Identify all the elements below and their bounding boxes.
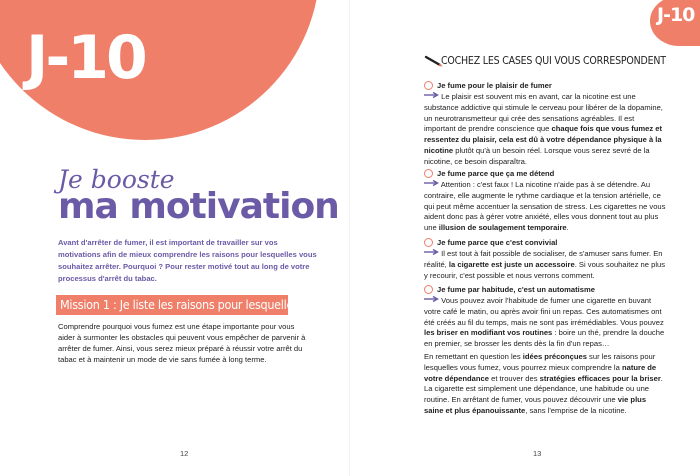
checklist-item-label: Je fume parce que c'est convivial — [437, 238, 558, 247]
checklist-item[interactable] — [424, 168, 666, 234]
emphasis-text: stratégies efficaces pour la briser — [539, 373, 661, 383]
checkbox-circle[interactable] — [424, 238, 433, 247]
checklist-item[interactable] — [424, 284, 666, 350]
checklist-item-text — [424, 92, 666, 168]
checklist-item[interactable] — [424, 80, 666, 168]
arrow-right-icon — [424, 180, 439, 186]
text-run: sur les raisons pour lesquelles vous fumez, vous pourrez mieux comprendre la — [424, 352, 656, 372]
page-title: ma motivation — [58, 186, 339, 227]
checklist-item-label: Je fume par habitude, c'est un automatisme — [437, 285, 595, 294]
text-run: En remettant en question les — [424, 352, 523, 361]
text-run: . La cigarette est simplement une dépendance, une habitude ou une routine. En arrêtant de fumer, vous pouvez découvrir une — [424, 373, 663, 405]
day-badge-small: J-10 — [657, 4, 695, 26]
intro-paragraph: Avant d'arrêter de fumer, il est important de travailler sur vos motivations afin de mieux comprendre les raisons pour lesquelles vous souhaitez arrêter. Pourquoi ? Pour rester motivé tout au long de votre processus d'arrêt du tabac. — [58, 238, 317, 283]
checkbox-circle[interactable] — [424, 169, 433, 178]
day-badge-large: J-10 — [26, 23, 145, 93]
text-run: plutôt qu'à un besoin réel. Lorsque vous serez sevré de la nicotine, ce besoin disparaîtra. — [424, 145, 650, 166]
checklist-item-label: Je fume parce que ça me détend — [437, 169, 555, 178]
text-run: : boire un thé, prendre la douche en premier, se brosser les dents dès la fin d'un repas… — [424, 328, 665, 349]
script-title: Je booste — [58, 165, 175, 194]
text-run: Attention : c'est faux ! La nicotine n'aide pas à se détendre. Au contraire, elle augmente le rythme cardiaque et la tension artérielle, ce qui peut même accentuer la sensation de stress. Les cigarettes ne vous aident donc pas à gérer votre anxiété, elles vous donnent tout au plus une — [424, 180, 666, 233]
body-paragraph: Comprendre pourquoi vous fumez est une étape importante pour vous aider à surmonter les obstacles qui peuvent vous empêcher de parvenir à arrêter de fumer. Ainsi, vous serez mieux préparé à réussir votre arrêt du tabac et à maintenir un mode de vie sans fumée à long terme. — [58, 322, 306, 364]
checkbox-circle[interactable] — [424, 81, 433, 90]
checkbox-circle[interactable] — [424, 285, 433, 294]
text-run: . Si vous souhaitez ne plus y recourir, c'est possible et nous verrons comment. — [424, 259, 666, 280]
text-run: Vous pouvez avoir l'habitude de fumer une cigarette en buvant votre café le matin, ou après avoir fini un repas. Ces automatismes ont été créés au fil du temps, mais ne sont pas irrémédiables. Vous pouvez — [424, 296, 664, 327]
text-run: Le plaisir est souvent mis en avant, car la nicotine est une substance addictive qui stimule le cerveau pour libérer de la dopamine, un neurotransmetteur qui crée des sensations agréables. Il est important de prendre conscience que — [424, 92, 663, 134]
mission-title: Mission 1 : Je liste les raisons pour lesquelles je fume — [60, 297, 343, 312]
text-run: Il est tout à fait possible de socialiser, de s'amuser sans fumer. En réalité, — [424, 249, 663, 269]
checklist-item-text — [424, 249, 666, 281]
checklist-item-text — [424, 296, 666, 350]
text-run: et trouver des — [489, 373, 540, 383]
page-number-left: 12 — [180, 449, 189, 458]
arrow-right-icon — [424, 296, 439, 302]
emphasis-text: illusion de soulagement temporaire — [438, 223, 567, 233]
emphasis-text: nature de votre dépendance — [424, 362, 657, 383]
checklist-item-label: Je fume pour le plaisir de fumer — [437, 81, 552, 90]
emphasis-text: la cigarette est juste un accessoire — [448, 259, 575, 269]
arrow-right-icon — [424, 92, 439, 98]
book-spine — [349, 0, 350, 476]
page-number-right: 13 — [533, 449, 542, 458]
arrow-right-icon — [424, 249, 439, 255]
checklist-title: COCHEZ LES CASES QUI VOUS CORRESPONDENT — [441, 55, 666, 67]
text-run: , sans l'emprise de la nicotine. — [525, 405, 627, 415]
emphasis-text: idées préconçues — [522, 352, 587, 361]
emphasis-text: vie plus saine et plus épanouissante — [424, 395, 647, 415]
text-run: . — [566, 223, 569, 233]
checklist-item-text — [424, 180, 666, 234]
emphasis-text: chaque fois que vous fumez et ressentez du plaisir, cela est dû à votre dépendance physique à la nicotine — [424, 124, 663, 155]
checklist-item[interactable] — [424, 237, 666, 281]
emphasis-text: les briser en modifiant vos routines — [424, 328, 553, 338]
closing-paragraph — [424, 352, 666, 417]
